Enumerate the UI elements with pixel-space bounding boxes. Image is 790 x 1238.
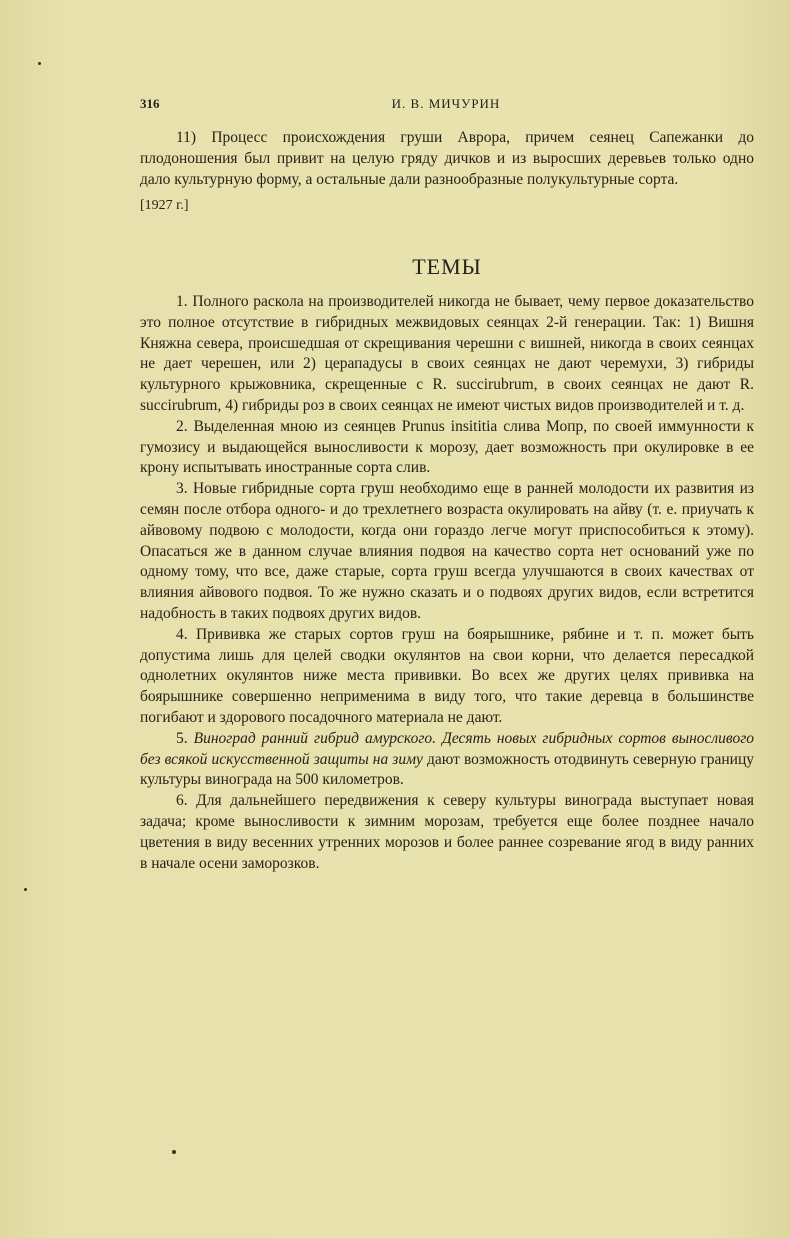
item5-italic-text: Виноград ранний гибрид амурского. Десять новых гибридных сортов выносливого без всякой искусственной защиты на зиму [140,729,754,768]
theme-item-3: 3. Новые гибридные сорта груш необходимо еще в ранней молодости их развития из семян после отбора одного- и до трехлетнего возраста окулировать на айву (т. е. приучать к айвовому подвою с молодости, когда они гораздо легче могут приспособиться к этому). Опасаться же в данном случае влияния подвоя на качество сорта нет оснований уже по одному тому, что все, даже старые, сорта груш всегда улучшаются в своих качествах от влияния айвового подвоя. То же нужно сказать и о подвоях других видов, если встретится надобность в таких подвоях других видов. [140,480,754,622]
page-number: 316 [140,96,160,111]
theme-item-2: 2. Выделенная мною из сеянцев Prunus insititia слива Мопр, по своей иммунности к гумозису и выдающейся выносливости к морозу, дает возможность при окулировке в ее крону испытывать иностранные сорта слив. [140,417,754,477]
theme-item-6: 6. Для дальнейшего передвижения к северу культуры винограда выступает новая задача; кроме выносливости к зимним морозам, требуется еще более позднее начало цветения в виду весенних утренних морозов и более раннее созревание ягод в виду ранних в начале осени заморозков. [140,792,754,872]
ink-spot [24,888,27,891]
intro-paragraph: 11) Процесс происхождения груши Аврора, причем сеянец Сапежанки до плодоношения был привит на целую гряду дичков и из выросших деревьев только одно дало культурную форму, а остальные дали разнообразные полукультурные сорта. [140,129,754,188]
section-title: ТЕМЫ [412,254,482,280]
theme-item-4: 4. Прививка же старых сортов груш на боярышнике, рябине и т. п. может быть допустима лишь для целей сводки окулянтов на свои корни, что делается пересадкой однолетних окулянтов ниже места прививки. Во всех же других целях прививка на боярышнике совершенно неприменима в виду того, что такие деревца в большинстве погибают и здорового посадочного материала не дают. [140,625,754,726]
item5-text: дают возможность отодвинуть северную границу культуры винограда на 500 километров. [140,750,754,789]
theme-item-1: 1. Полного раскола на производителей никогда не бывает, чему первое доказательство это полное отсутствие в гибридных межвидовых сеянцах 2-й генерации. Так: 1) Вишня Княжна севера, происшедшая от скрещивания черешни с вишней, никогда в своих сеянцах не дает черешен, или 2) церападусы в своих сеянцах не дают черемухи, 3) гибриды культурного крыжовника, скрещенные с R. succirubrum, в своих сеянцах не дают R. succirubrum, 4) гибриды роз в своих сеянцах не имеют чистых видов производителей и т. д. [140,292,754,414]
ink-spot [38,62,41,65]
date-note: [1927 г.] [140,198,189,214]
running-head: И. В. МИЧУРИН [391,96,501,111]
ink-spot [172,1150,176,1154]
page-header [140,96,752,116]
theme-item-5 [140,729,754,791]
page-content [140,128,754,874]
item5-number: 5. [176,729,188,747]
